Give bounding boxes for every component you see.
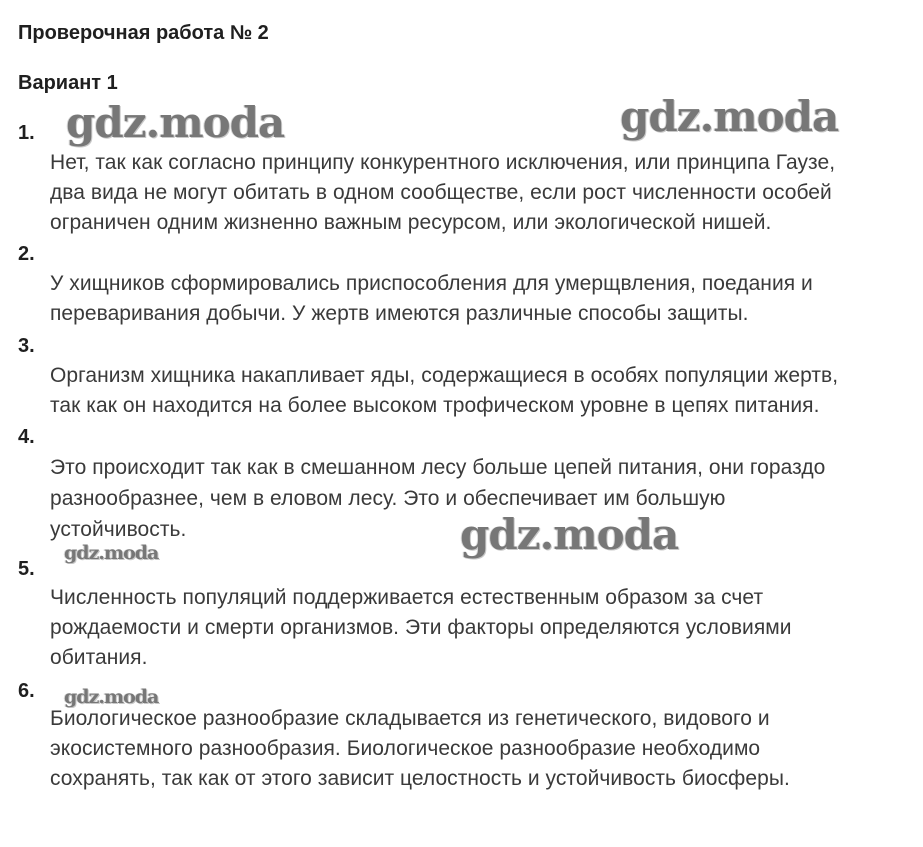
answer-text-4: Это происходит так как в смешанном лесу больше цепей питания, они гораздо разнообразнее, чем в еловом лесу. Это и обеспечивает им большую устойчивость. [50,456,826,541]
answer-number-2: 2. [18,243,35,265]
answer-number-1: 1. [18,122,35,144]
answer-number-4: 4. [18,426,35,448]
watermark-logo: gdz.moda [64,542,159,564]
variant-heading: Вариант 1 [18,72,118,94]
watermark-logo: gdz.moda [620,92,839,141]
answer-text-6: Биологическое разнообразие складывается из генетического, видового и экосистемного разнообразия. Биологическое разнообразие необходимо сохранять, так как от этого зависит целостность и устойчивость биосферы. [50,707,790,790]
answer-text-5: Численность популяций поддерживается естественным образом за счет рождаемости и смерти организмов. Эти факторы определяются условиями обитания. [50,586,792,669]
page-title: Проверочная работа № 2 [18,22,269,44]
answer-text-2: У хищников сформировались приспособления для умерщвления, поедания и переваривания добычи. У жертв имеются различные способы защиты. [50,272,813,325]
answer-number-3: 3. [18,335,35,357]
answer-number-6: 6. [18,680,35,702]
watermark-logo: gdz.moda [64,686,159,708]
answer-text-1: Нет, так как согласно принципу конкурентного исключения, или принципа Гаузе, два вида не могут обитать в одном сообществе, если рост численности особей ограничен одним жизненно важным ресурсом, или экологической нишей. [50,151,836,234]
answer-text-3: Организм хищника накапливает яды, содержащиеся в особях популяции жертв, так как он находится на более высоком трофическом уровне в цепях питания. [50,364,839,417]
answer-number-5: 5. [18,558,35,580]
watermark-logo: gdz.moda [66,98,285,147]
watermark-logo: gdz.moda [460,510,679,559]
